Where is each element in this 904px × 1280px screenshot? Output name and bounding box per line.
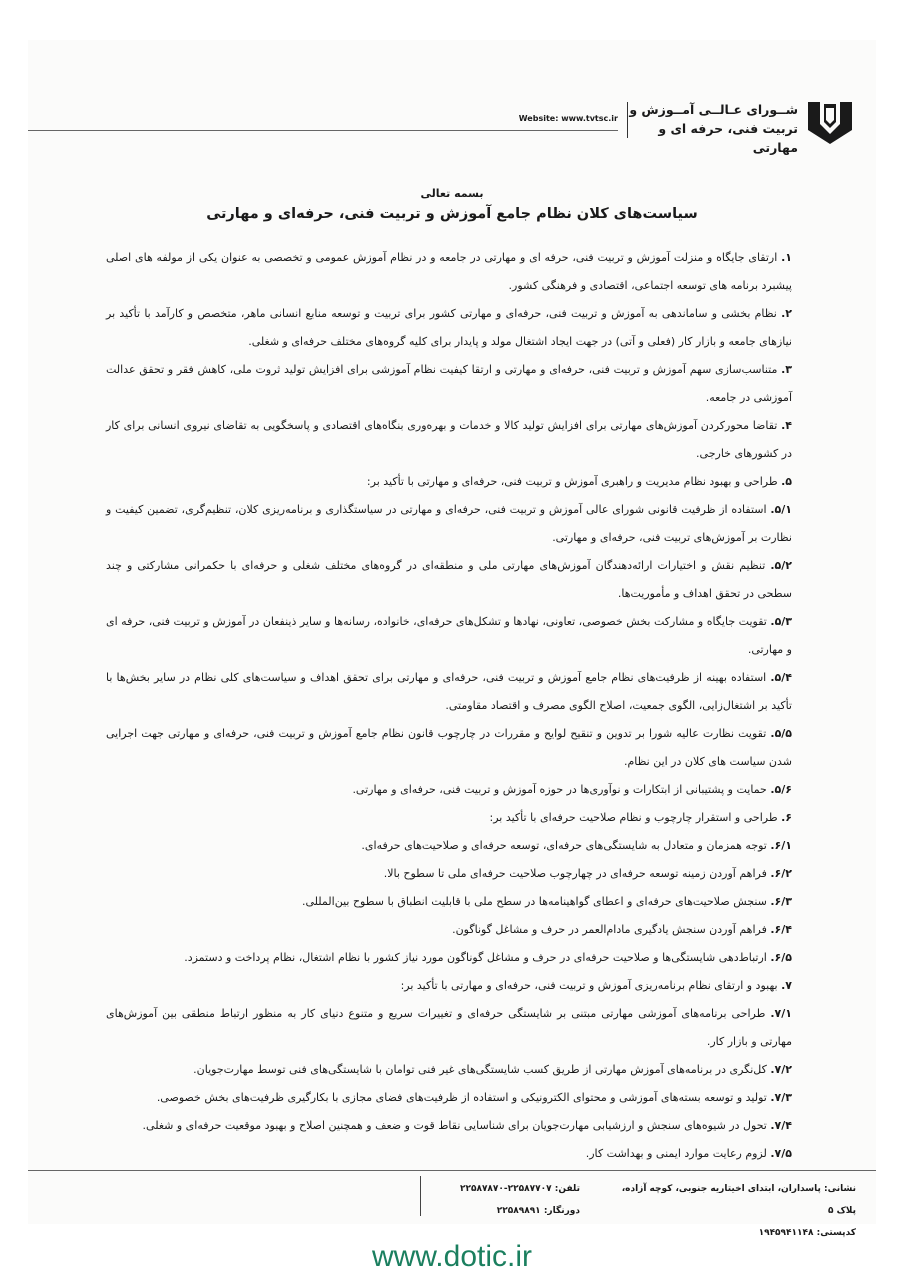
policy-item (106, 356, 792, 412)
policy-item (106, 916, 792, 944)
policy-item (106, 412, 792, 468)
item-number: ۵/۳. (770, 615, 793, 628)
policy-item (106, 860, 792, 888)
org-name-line2: تربیت فنی، حرفه ای و مهارتی (658, 121, 798, 155)
item-number: ۵/۱. (770, 503, 792, 516)
postal-code: کدپستی: ۱۹۴۵۹۴۱۱۴۸ (758, 1228, 856, 1238)
document-title: سیاست‌های کلان نظام جامع آموزش و تربیت فنی، حرفه‌ای و مهارتی (206, 206, 698, 222)
item-number: ۷/۵. (770, 1147, 792, 1160)
item-number: ۶/۳. (770, 895, 792, 908)
item-number: ۷/۲. (770, 1063, 792, 1076)
item-number: ۶/۵. (770, 951, 792, 964)
council-logo-icon (806, 98, 854, 146)
policy-item (106, 552, 792, 608)
item-text: فراهم آوردن سنجش یادگیری مادام‌العمر در حرف و مشاغل گوناگون. (452, 923, 767, 936)
document-page (28, 40, 876, 1238)
item-text: سنجش صلاحیت‌های حرفه‌ای و اعطای گواهینامه‌ها در سطح ملی با قابلیت انطباق با سطوح بین‌المللی. (301, 895, 767, 908)
policy-item (106, 832, 792, 860)
item-number: ۵/۶. (770, 783, 792, 796)
letter-footer (28, 1170, 876, 1238)
item-number: ۴. (781, 419, 792, 432)
footer-contacts (430, 1178, 580, 1222)
org-name-line1: شــورای عـالــی آمــوزش و (629, 102, 798, 117)
policy-item (106, 244, 792, 300)
policy-item (106, 944, 792, 972)
item-number: ۱. (781, 251, 792, 264)
policy-item (106, 300, 792, 356)
footer-address (616, 1178, 856, 1244)
policy-item (106, 1140, 792, 1168)
policy-item (106, 1084, 792, 1112)
policy-item (106, 888, 792, 916)
item-number: ۶/۴. (770, 923, 792, 936)
item-text: طراحی برنامه‌های آموزشی مهارتی مبتنی بر شایستگی حرفه‌ای و تغییرات سریع و متنوع دنیای کار به منظور ارتباط منطقی بین آموزش‌های مهارتی و بازار کار. (106, 1007, 792, 1048)
policy-item (106, 776, 792, 804)
policy-item (106, 972, 792, 1000)
item-number: ۷. (781, 979, 792, 992)
item-text: لزوم رعایت موارد ایمنی و بهداشت کار. (585, 1147, 767, 1160)
website-address: Website: www.tvtsc.ir (518, 114, 618, 123)
item-text: استفاده از ظرفیت قانونی شورای عالی آموزش و تربیت فنی، حرفه‌ای و مهارتی در سیاستگذاری و برنامه‌ریزی کلان، تنظیم‌گری، تضمین کیفیت و نظارت بر آموزش‌های تربیت فنی، حرفه‌ای و مهارتی. (106, 503, 792, 544)
item-text: توجه همزمان و متعادل به شایستگی‌های حرفه‌ای، توسعه حرفه‌ای و صلاحیت‌های حرفه‌ای. (361, 839, 767, 852)
policy-item (106, 496, 792, 552)
policy-item (106, 608, 792, 664)
item-number: ۵/۵. (770, 727, 793, 740)
item-number: ۵/۲. (770, 559, 792, 572)
item-text: ارتقای جایگاه و منزلت آموزش و تربیت فنی، حرفه ای و مهارتی در جامعه و در نظام آموزش عمومی و تخصصی به عنوان یکی از مولفه های اصلی پیشبرد برنامه های توسعه اجتماعی، اقتصادی و فرهنگی کشور. (106, 251, 792, 292)
item-text: ارتباط‌دهی شایستگی‌ها و صلاحیت حرفه‌ای در حرف و مشاغل گوناگون مورد نیاز کشور با نظام اشتغال، نظام پرداخت و دستمزد. (184, 951, 767, 964)
header-rule (28, 130, 618, 131)
item-text: طراحی و بهبود نظام مدیریت و راهبری آموزش و تربیت فنی، حرفه‌ای و مهارتی با تأکید بر: (366, 475, 778, 488)
item-number: ۵. (781, 475, 792, 488)
dotic-watermark-link[interactable]: www.dotic.ir (371, 1240, 533, 1273)
item-number: ۶. (781, 811, 792, 824)
policy-item (106, 804, 792, 832)
policy-item (106, 1000, 792, 1056)
item-number: ۲. (781, 307, 792, 320)
policy-item (106, 1112, 792, 1140)
policy-item (106, 1056, 792, 1084)
document-heading (28, 187, 876, 222)
item-text: تولید و توسعه بسته‌های آموزشی و محتوای الکترونیکی و استفاده از ظرفیت‌های فضای مجازی با بکارگیری ظرفیت‌های بخش خصوصی. (156, 1091, 767, 1104)
header-divider (627, 102, 628, 138)
letterhead (28, 96, 876, 176)
item-number: ۷/۴. (770, 1119, 792, 1132)
organization-name (628, 100, 798, 157)
item-text: کل‌نگری در برنامه‌های آموزش مهارتی از طریق کسب شایستگی‌های غیر فنی توامان با شایستگی‌های فنی توسط مهارت‌جویان. (193, 1063, 767, 1076)
fax-number: دورنگار: ۲۲۵۸۹۸۹۱ (496, 1206, 580, 1216)
item-text: تقاضا محورکردن آموزش‌های مهارتی برای افزایش تولید کالا و خدمات و بهره‌وری بنگاه‌های اقتصادی و پاسخگویی به تقاضای نیروی انسانی برای کار در کشورهای خارجی. (106, 419, 792, 460)
policy-list (106, 244, 792, 1168)
item-text: بهبود و ارتقای نظام برنامه‌ریزی آموزش و تربیت فنی، حرفه‌ای و مهارتی با تأکید بر: (400, 979, 778, 992)
item-number: ۶/۲. (770, 867, 792, 880)
policy-item (106, 468, 792, 496)
item-number: ۷/۳. (770, 1091, 792, 1104)
item-text: تنظیم نقش و اختیارات ارائه‌دهندگان آموزش‌های مهارتی ملی و منطقه‌ای در گروه‌های مختلف شغلی و حرفه‌ای با حکمرانی مشارکتی و چند سطحی در تحقق اهداف و مأموریت‌ها. (106, 559, 792, 600)
item-number: ۵/۴. (770, 671, 792, 684)
item-text: فراهم آوردن زمینه توسعه حرفه‌ای در چهارچوب صلاحیت حرفه‌ای ملی تا سطوح بالا. (383, 867, 767, 880)
footer-divider (420, 1176, 421, 1216)
item-text: حمایت و پشتیبانی از ابتکارات و نوآوری‌ها در حوزه آموزش و تربیت فنی، حرفه‌ای و مهارتی. (352, 783, 767, 796)
item-text: تحول در شیوه‌های سنجش و ارزشیابی مهارت‌جویان برای شناسایی نقاط قوت و ضعف و همچنین اصلاح و بهبود موقعیت حرفه‌ای و شغلی. (142, 1119, 767, 1132)
item-number: ۷/۱. (770, 1007, 792, 1020)
phone-numbers: تلفن: ۲۲۵۸۷۷۰۷-۲۲۵۸۷۸۷۰ (459, 1184, 580, 1194)
item-text: طراحی و استقرار چارچوب و نظام صلاحیت حرفه‌ای با تأکید بر: (489, 811, 778, 824)
item-text: نظام بخشی و ساماندهی به آموزش و تربیت فنی، حرفه‌ای و مهارتی کشور برای تربیت و توسعه منابع انسانی ماهر، متخصص و کارآمد با تأکید بر نیازهای جامعه و بازار کار (فعلی و آتی) در جهت ایجاد اشتغال مولد و پایدار برای کلیه گروه‌های مختلف حرفه‌ای و شغلی. (106, 307, 792, 348)
bismillah: بسمه تعالی (420, 187, 484, 200)
item-number: ۶/۱. (770, 839, 792, 852)
address-line: نشانی: پاسداران، ابتدای اخیتاریه جنوبی، کوچه آزاده، پلاک ۵ (621, 1184, 856, 1216)
footer-rule (28, 1170, 876, 1171)
policy-item (106, 664, 792, 720)
item-text: استفاده بهینه از ظرفیت‌های نظام جامع آموزش و تربیت فنی، حرفه‌ای و مهارتی برای تحقق اهداف و سیاست‌های کلی نظام در سایر بخش‌ها با تأکید بر اشتغال‌زایی، الگوی جمعیت، اصلاح الگوی مصرف و اقتصاد مقاومتی. (106, 671, 792, 712)
item-text: تقویت نظارت عالیه شورا بر تدوین و تنقیح لوایح و مقررات در چارچوب قانون نظام جامع آموزش و تربیت فنی، حرفه‌ای و مهارتی جهت اجرایی شدن سیاست های کلان در این نظام. (106, 727, 792, 768)
item-text: تقویت جایگاه و مشارکت بخش خصوصی، تعاونی، نهادها و تشکل‌های حرفه‌ای، خانواده، رسانه‌ها و سایر ذینفعان در آموزش و تربیت فنی، حرفه ای و مهارتی. (106, 615, 792, 656)
item-text: متناسب‌سازی سهم آموزش و تربیت فنی، حرفه‌ای و مهارتی و ارتقا کیفیت نظام آموزشی برای افزایش تولید ثروت ملی، کاهش فقر و تحقق عدالت آموزشی در جامعه. (106, 363, 792, 404)
policy-item (106, 720, 792, 776)
item-number: ۳. (781, 363, 792, 376)
